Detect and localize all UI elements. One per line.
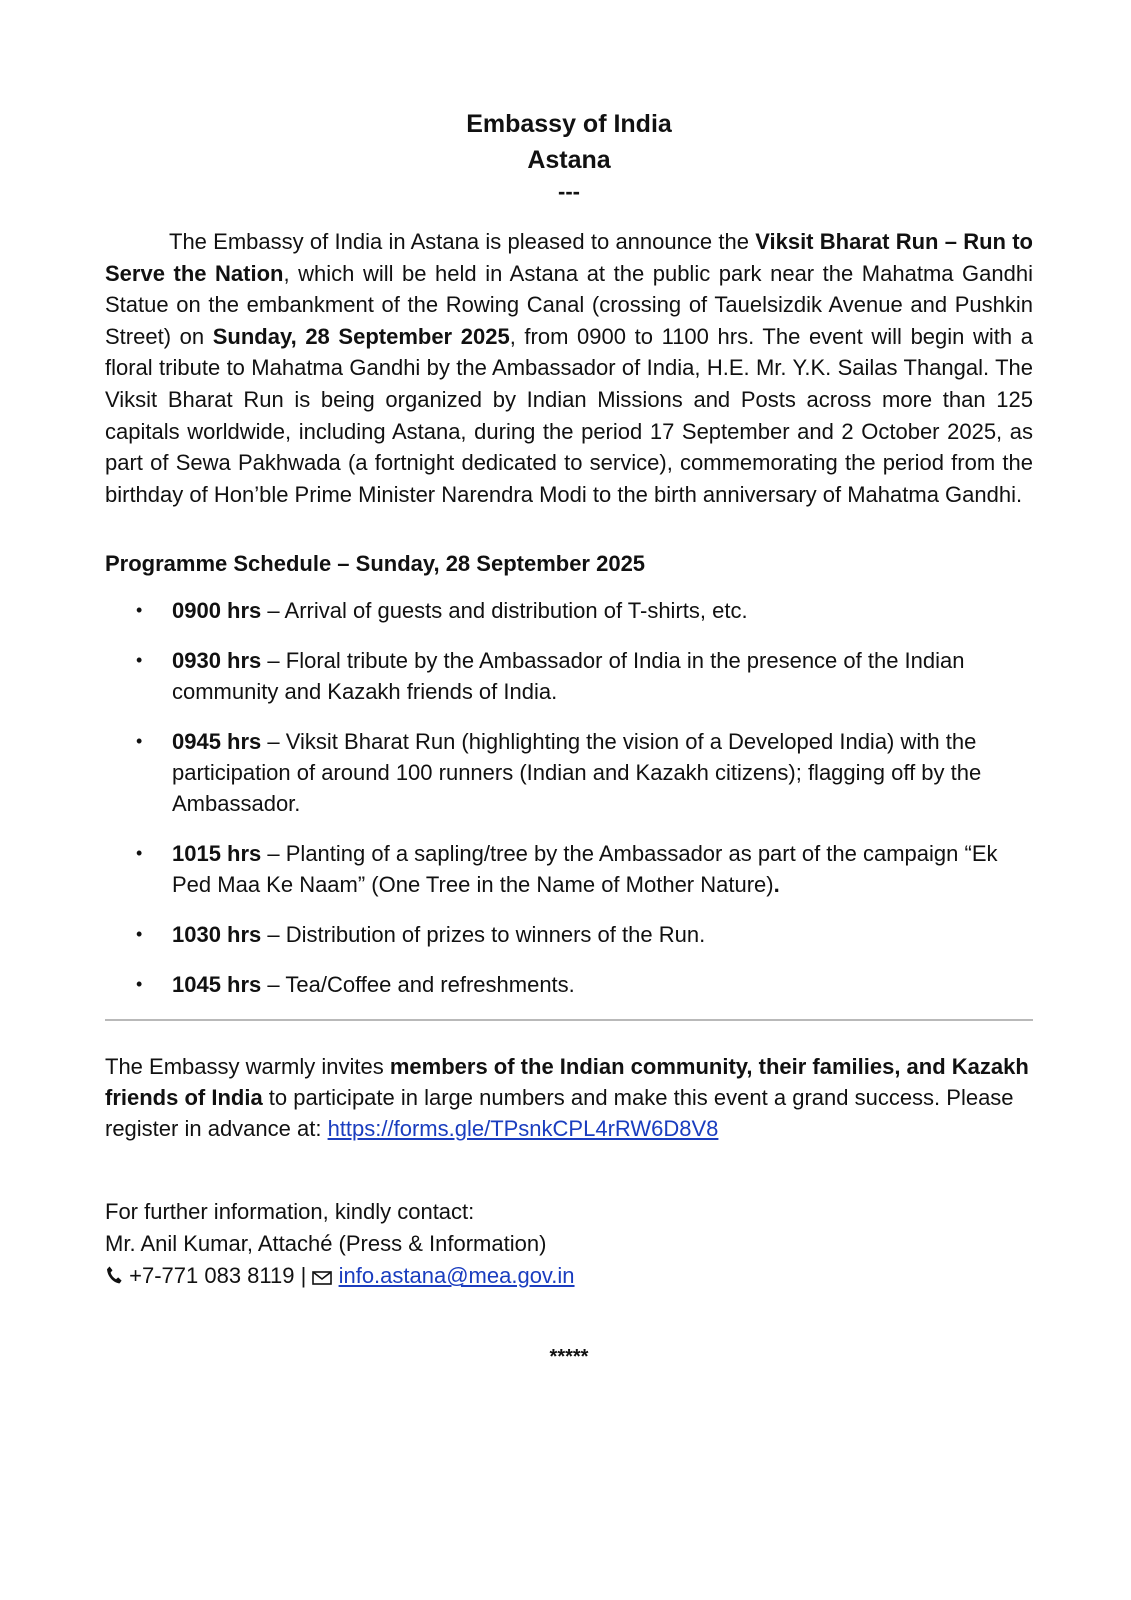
header-title: Embassy of India	[466, 110, 672, 138]
registration-link[interactable]: https://forms.gle/TPsnkCPL4rRW6D8V8	[327, 1116, 719, 1142]
schedule-text: – Viksit Bharat Run (highlighting the vision of a Developed India) with the participation of around 100 runners (Indian and Kazakh citizens); flagging off by the Ambassador.	[172, 729, 982, 817]
bullet: •	[136, 650, 143, 671]
contact-person: Mr. Anil Kumar, Attaché (Press & Information)	[105, 1231, 547, 1257]
invite-paragraph	[105, 1051, 1033, 1144]
schedule-time: 0900 hrs	[172, 598, 262, 624]
document-page	[105, 106, 1033, 1369]
schedule-time: 0930 hrs	[172, 648, 262, 674]
bullet: •	[136, 974, 143, 995]
schedule-item	[105, 726, 1033, 819]
schedule-list	[105, 595, 1033, 1000]
invite-audience: members of the Indian community, their families, and Kazakh friends of India	[105, 1054, 1029, 1111]
schedule-time: 1015 hrs	[172, 841, 262, 867]
invite-text-2: to participate in large numbers and make this event a grand success. Please register in advance at:	[105, 1085, 1014, 1142]
schedule-time: 1045 hrs	[172, 972, 262, 998]
envelope-icon	[312, 1262, 332, 1294]
intro-text-2: , which will be held in Astana at the public park near the Mahatma Gandhi Statue on the embankment of the Rowing Canal (crossing of Tauelsizdik Avenue and Pushkin Street) on	[105, 260, 1034, 349]
schedule-text: – Arrival of guests and distribution of T-shirts, etc.	[261, 598, 748, 624]
contact-intro: For further information, kindly contact:	[105, 1199, 475, 1225]
document-header	[105, 106, 1033, 206]
intro-text-1: The Embassy of India in Astana is pleased to announce the	[169, 229, 756, 254]
schedule-text: – Tea/Coffee and refreshments.	[261, 972, 575, 998]
schedule-item	[105, 838, 1033, 900]
schedule-tail: .	[773, 872, 780, 898]
schedule-item	[105, 969, 1033, 1000]
bullet: •	[136, 600, 143, 621]
intro-text-3: , from 0900 to 1100 hrs. The event will begin with a floral tribute to Mahatma Gandhi by the Ambassador of India, H.E. Mr. Y.K. Sailas Thangal. The Viksit Bharat Run is being organized by Indian Missions and Posts across more than 125 capitals worldwide, including Astana, during the period 17 September and 2 October 2025, as part of Sewa Pakhwada (a fortnight dedicated to service), commemorating the period from the birthday of Hon’ble Prime Minister Narendra Modi to the birth anniversary of Mahatma Gandhi.	[105, 323, 1034, 507]
phone-number: +7-771 083 8119	[129, 1263, 295, 1289]
schedule-time: 1030 hrs	[172, 922, 262, 948]
contact-divider: |	[300, 1263, 307, 1289]
schedule-title: Programme Schedule – Sunday, 28 September 2025	[105, 551, 646, 577]
end-marker: *****	[549, 1345, 589, 1368]
schedule-text: – Distribution of prizes to winners of the Run.	[261, 922, 706, 948]
schedule-item	[105, 595, 1033, 626]
bullet: •	[136, 924, 143, 945]
intro-paragraph	[105, 226, 1033, 510]
schedule-item	[105, 645, 1033, 707]
schedule-item	[105, 919, 1033, 950]
phone-icon	[105, 1262, 123, 1294]
bullet: •	[136, 731, 143, 752]
section-divider	[105, 1019, 1033, 1021]
bullet: •	[136, 843, 143, 864]
schedule-time: 0945 hrs	[172, 729, 262, 755]
intro-event-name: Viksit Bharat Run – Run to Serve the Nation	[105, 229, 1033, 286]
invite-text-1: The Embassy warmly invites	[105, 1054, 390, 1080]
header-separator: ---	[558, 179, 580, 204]
contact-details	[105, 1260, 1033, 1293]
schedule-text: – Floral tribute by the Ambassador of India in the presence of the Indian community and Kazakh friends of India.	[172, 648, 965, 705]
intro-event-date: Sunday, 28 September 2025	[212, 323, 510, 349]
header-city: Astana	[527, 146, 611, 174]
email-link[interactable]: info.astana@mea.gov.in	[338, 1263, 575, 1289]
schedule-text: – Planting of a sapling/tree by the Ambassador as part of the campaign “Ek Ped Maa Ke Naam” (One Tree in the Name of Mother Nature)	[172, 841, 998, 898]
contact-block	[105, 1196, 1033, 1293]
